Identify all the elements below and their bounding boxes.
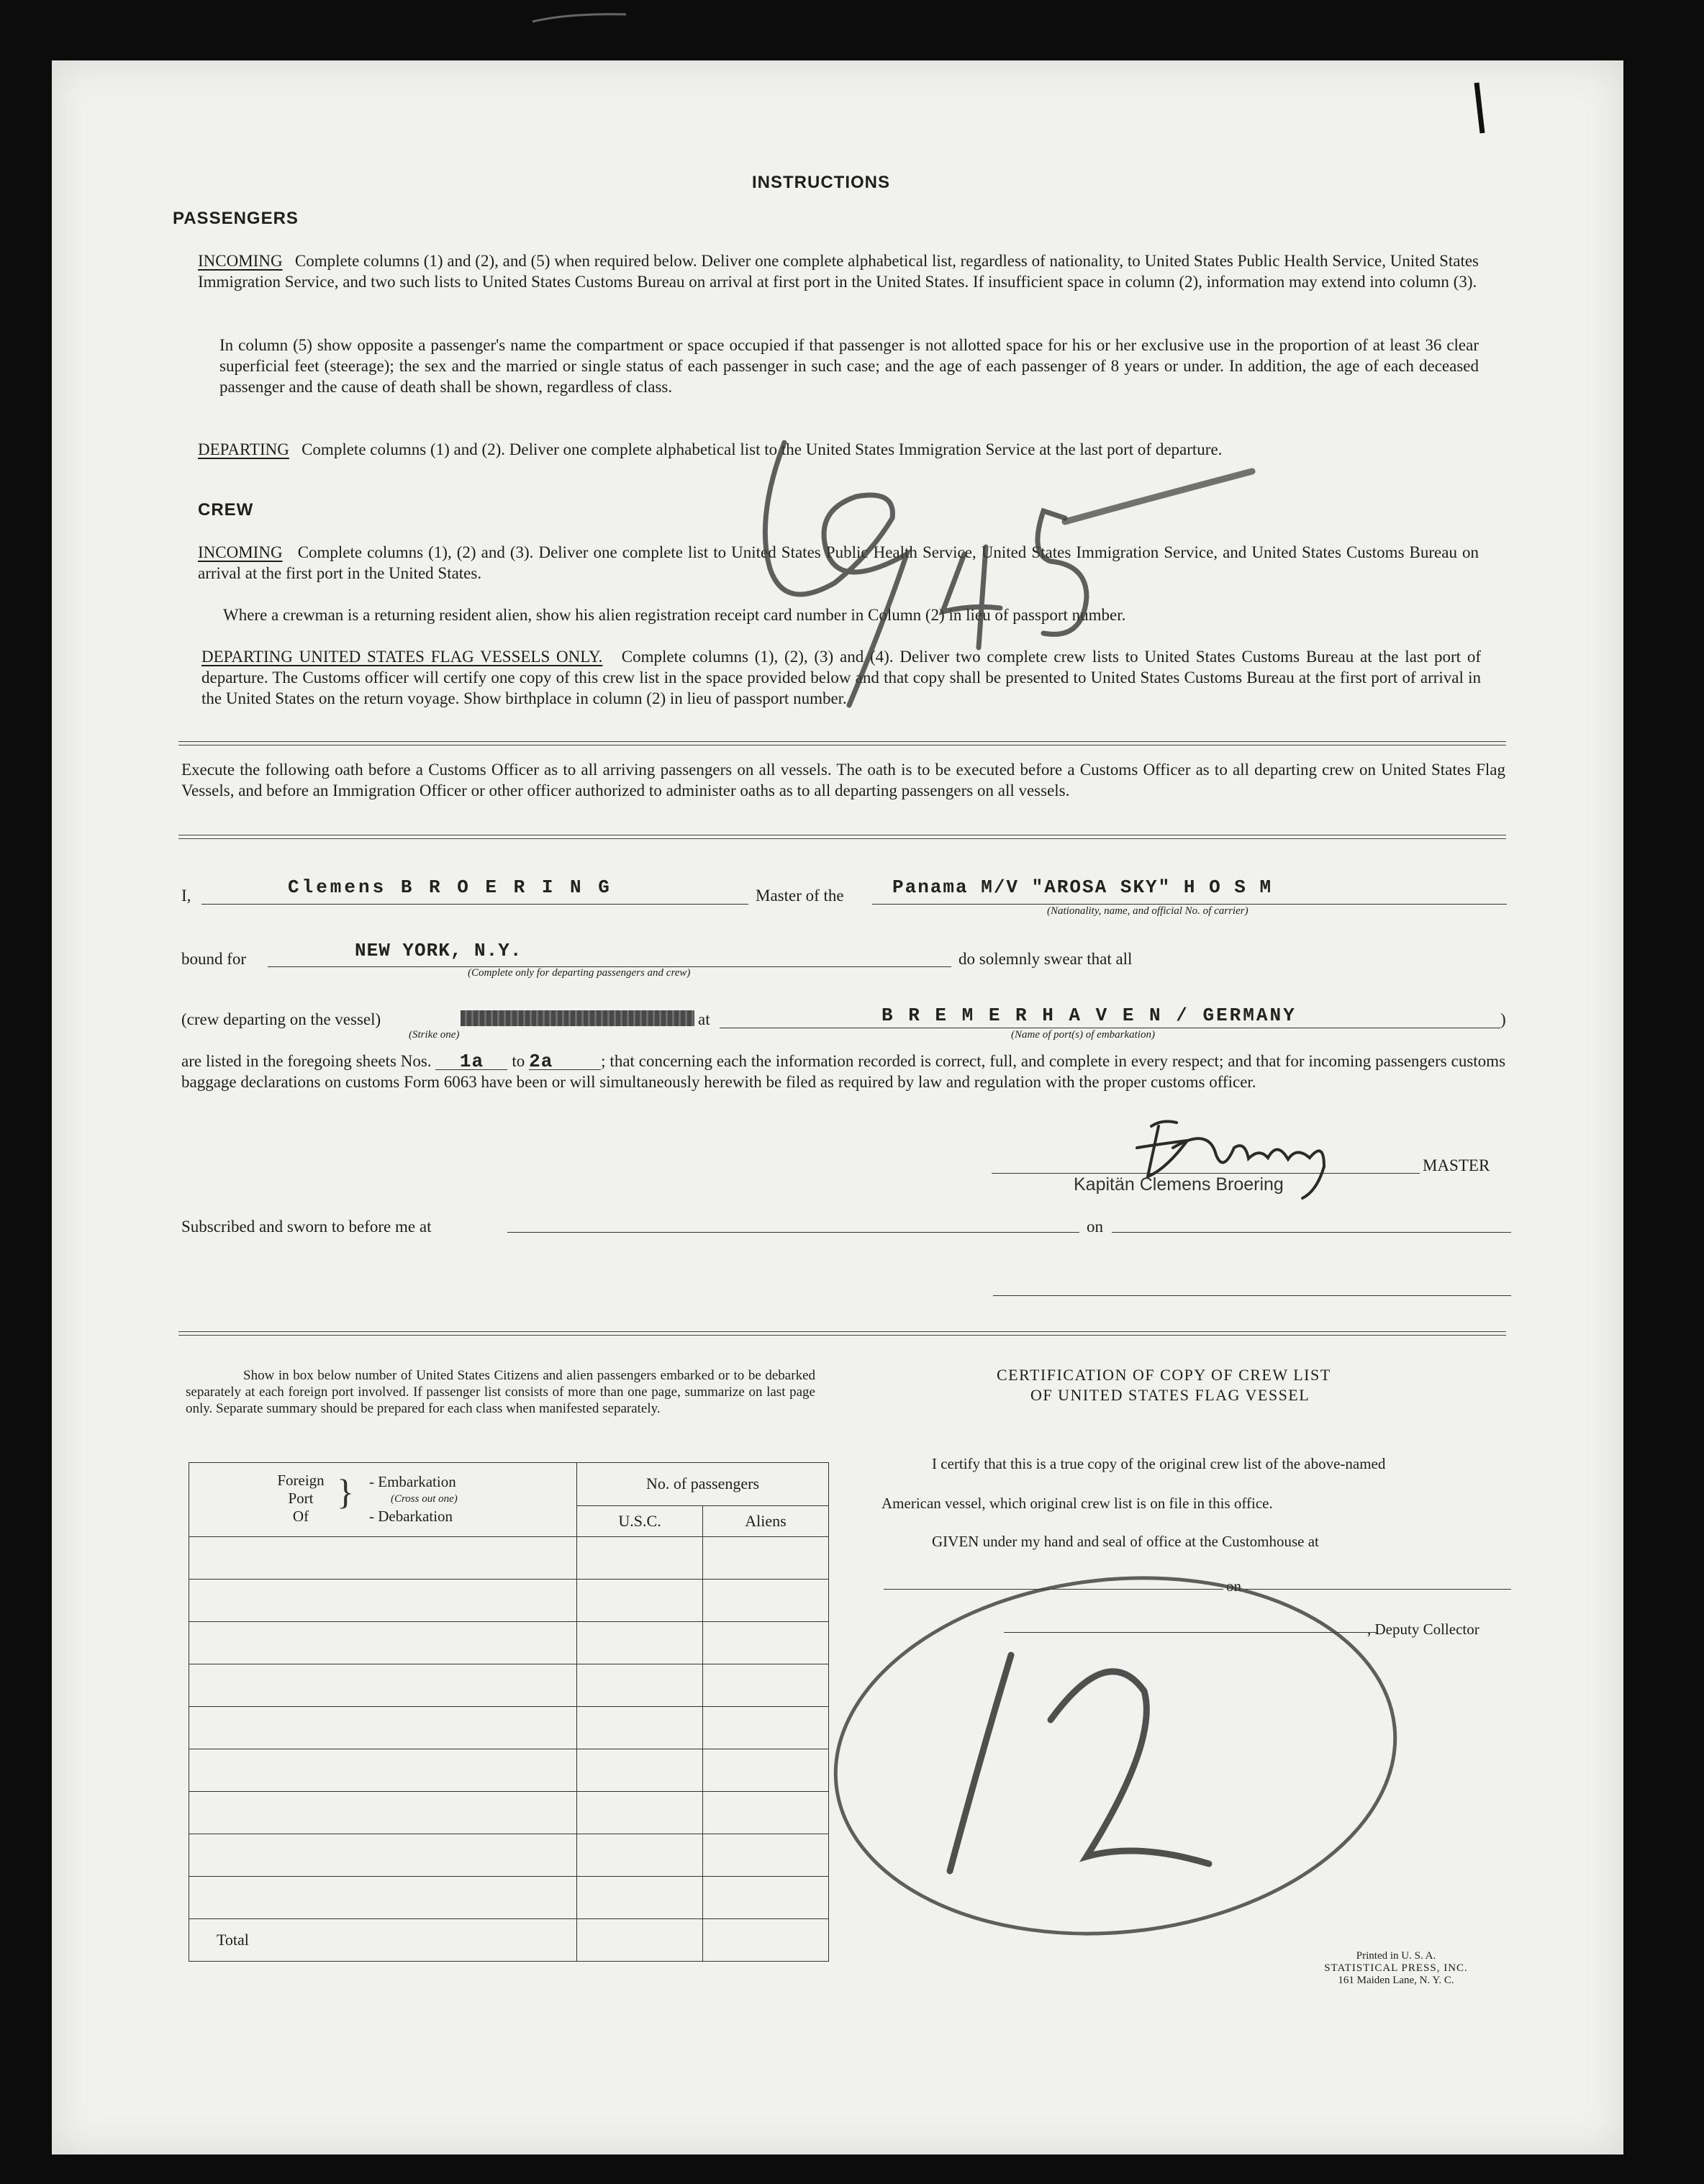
- usc-cell[interactable]: [577, 1707, 703, 1749]
- divider-top: [178, 741, 1506, 746]
- crew-incoming-label: INCOMING: [198, 543, 283, 561]
- vessel-caption: (Nationality, name, and official No. of carrier): [1047, 905, 1248, 917]
- divider-bottom: [178, 1331, 1506, 1336]
- master-name-line: [201, 904, 748, 905]
- usc-header: U.S.C.: [577, 1505, 703, 1536]
- master-label: MASTER: [1423, 1156, 1490, 1174]
- of-label: Of: [292, 1508, 309, 1525]
- oath-intro: Execute the following oath before a Customs Officer as to all arriving passengers on all vessels. The oath is to be executed before a Customs Officer as to all departing crew on United States Flag Vessels, and before an Immigration Officer or other officer authorized to administer oaths as to all departing passengers on all vessels.: [181, 761, 1505, 799]
- aliens-cell[interactable]: [703, 1792, 829, 1834]
- port-cell[interactable]: [189, 1834, 577, 1877]
- usc-cell[interactable]: [577, 1877, 703, 1919]
- table-row: [189, 1580, 829, 1622]
- passengers-departing-text: Complete columns (1) and (2). Deliver one complete alphabetical list to the United States Immigration Service at the last port of departure.: [302, 440, 1223, 458]
- subscribed-on-label: on: [1087, 1218, 1103, 1236]
- usc-total-cell[interactable]: [577, 1919, 703, 1962]
- certification-title-1: CERTIFICATION OF COPY OF CREW LIST: [997, 1366, 1331, 1384]
- subscribed-label: Subscribed and sworn to before me at: [181, 1218, 432, 1236]
- master-of-label: Master of the: [756, 887, 844, 905]
- listed-rest: ; that concerning each the information recorded is correct, full, and complete in every respect; and that for incoming passengers customs baggage declarations on customs Form 6063 have been or will simultaneously herewith be filed as required by law and regulation with the proper customs officer.: [181, 1052, 1506, 1091]
- port-cell[interactable]: [189, 1877, 577, 1919]
- port-close-paren: ): [1500, 1010, 1506, 1028]
- port-field: B R E M E R H A V E N / GERMANY: [882, 1005, 1297, 1026]
- oath-i-label: I,: [181, 887, 191, 905]
- no-of-passengers-header: No. of passengers: [577, 1463, 829, 1506]
- total-label: Total: [189, 1919, 577, 1962]
- usc-cell[interactable]: [577, 1664, 703, 1707]
- aliens-cell[interactable]: [703, 1580, 829, 1622]
- sheet-from-field: 1a: [435, 1054, 507, 1070]
- printer-line-1: Printed in U. S. A.: [1356, 1950, 1436, 1962]
- port-cell[interactable]: [189, 1664, 577, 1707]
- struck-out-text: [461, 1010, 694, 1026]
- aliens-cell[interactable]: [703, 1877, 829, 1919]
- crew-incoming-text: Complete columns (1), (2) and (3). Deliver one complete list to United States Public Health Service, United States Immigration Service, and United States Customs Bureau on arrival at the first port in the United States.: [198, 543, 1479, 582]
- master-stamp: Kapitän Clemens Broering: [1074, 1174, 1284, 1195]
- subscribed-place-line: [507, 1232, 1079, 1233]
- at-label: at: [698, 1010, 710, 1028]
- bound-for-caption: (Complete only for departing passengers and crew): [468, 967, 691, 979]
- aliens-cell[interactable]: [703, 1749, 829, 1792]
- instructions-heading: INSTRUCTIONS: [752, 173, 890, 192]
- listed-label: are listed in the foregoing sheets Nos.: [181, 1052, 432, 1070]
- port-cell[interactable]: [189, 1622, 577, 1664]
- aliens-header: Aliens: [703, 1505, 829, 1536]
- port-caption: (Name of port(s) of embarkation): [1011, 1029, 1155, 1041]
- port-cell[interactable]: [189, 1537, 577, 1580]
- given-text: GIVEN under my hand and seal of office at the Customhouse at: [932, 1533, 1319, 1550]
- american-text: American vessel, which original crew list is on file in this office.: [882, 1495, 1273, 1512]
- passengers-departing-label: DEPARTING: [198, 440, 289, 458]
- printer-imprint: [1302, 1950, 1490, 1987]
- usc-cell[interactable]: [577, 1834, 703, 1877]
- crew-resident-paragraph: Where a crewman is a returning resident alien, show his alien registration receipt card number in Column (2) in lieu of passport number.: [223, 606, 1126, 624]
- subscribed-date-line: [1112, 1232, 1511, 1233]
- aliens-cell[interactable]: [703, 1707, 829, 1749]
- officer-signature-line: [993, 1295, 1511, 1296]
- passengers-incoming-paragraph: [198, 250, 1479, 292]
- aliens-cell[interactable]: [703, 1537, 829, 1580]
- passengers-departing-paragraph: [198, 439, 1479, 460]
- passengers-incoming-label: INCOMING: [198, 252, 283, 270]
- port-cell[interactable]: [189, 1580, 577, 1622]
- crew-departing-label: DEPARTING UNITED STATES FLAG VESSELS ONLY.: [201, 648, 603, 666]
- master-name-field: Clemens B R O E R I N G: [288, 876, 612, 898]
- crew-departing-paragraph: [201, 646, 1481, 709]
- foreign-port-header: [189, 1463, 577, 1537]
- brace: }: [337, 1472, 354, 1512]
- debarkation-label: - Debarkation: [369, 1508, 453, 1525]
- printer-line-3: 161 Maiden Lane, N. Y. C.: [1338, 1975, 1454, 1986]
- vessel-line: [872, 904, 1507, 905]
- bound-for-label: bound for: [181, 950, 247, 968]
- vessel-field: Panama M/V "AROSA SKY" H O S M: [892, 876, 1273, 898]
- table-row: [189, 1834, 829, 1877]
- strike-caption: (Strike one): [409, 1029, 460, 1041]
- port-cell[interactable]: [189, 1707, 577, 1749]
- printer-line-2: STATISTICAL PRESS, INC.: [1324, 1962, 1468, 1974]
- crew-heading: CREW: [198, 500, 254, 520]
- passengers-heading: PASSENGERS: [173, 209, 299, 228]
- swear-label: do solemnly swear that all: [958, 950, 1133, 968]
- table-row: [189, 1537, 829, 1580]
- usc-cell[interactable]: [577, 1749, 703, 1792]
- certification-title-2: OF UNITED STATES FLAG VESSEL: [1030, 1386, 1310, 1404]
- usc-cell[interactable]: [577, 1792, 703, 1834]
- embarkation-label: - Embarkation: [369, 1473, 456, 1490]
- passenger-summary-table: [189, 1462, 829, 1962]
- customhouse-line: [884, 1589, 1511, 1590]
- table-row: [189, 1749, 829, 1792]
- bound-for-field: NEW YORK, N.Y.: [355, 940, 522, 961]
- oath-listed-paragraph: [181, 1051, 1505, 1092]
- cert-on-label: on: [1223, 1576, 1244, 1597]
- deputy-signature-line: [1004, 1632, 1378, 1633]
- crew-departing-label: (crew departing on the vessel): [181, 1010, 381, 1028]
- to-label: to: [512, 1052, 525, 1070]
- port-label: Port: [288, 1490, 314, 1507]
- passengers-incoming-text: Complete columns (1) and (2), and (5) when required below. Deliver one complete alphabetical list, regardless of nationality, to United States Public Health Service, United States Immigration Service, and two such lists to United States Customs Bureau on arrival at first port in the United States. If insufficient space in column (2), information may extend into column (3).: [198, 252, 1479, 291]
- aliens-cell[interactable]: [703, 1664, 829, 1707]
- table-row: [189, 1707, 829, 1749]
- table-row: [189, 1622, 829, 1664]
- aliens-cell[interactable]: [703, 1622, 829, 1664]
- port-cell[interactable]: [189, 1749, 577, 1792]
- sheet-to-field: 2a: [529, 1054, 601, 1070]
- foreign-label: Foreign: [277, 1472, 325, 1489]
- table-row: [189, 1792, 829, 1834]
- crew-departing-text: Complete columns (1), (2), (3) and (4). Deliver two complete crew lists to United States Customs Bureau at the last port of departure. The Customs officer will certify one copy of this crew list in the space provided below and that copy shall be presented to United States Customs Bureau at the first port of arrival in the United States on the return voyage. Show birthplace in column (2) in lieu of passport number.: [201, 648, 1481, 707]
- aliens-cell[interactable]: [703, 1834, 829, 1877]
- aliens-total-cell[interactable]: [703, 1919, 829, 1962]
- passengers-column5-paragraph: In column (5) show opposite a passenger's name the compartment or space occupied if that passenger is not allotted space for his or her exclusive use in the proportion of at least 36 clear superficial feet (steerage); the sex and the married or single status of each passenger in such case; and the age of each passenger of 8 years or under. In addition, the age of each deceased passenger and the cause of death shall be shown, regardless of class.: [219, 336, 1479, 396]
- crew-incoming-paragraph: [198, 542, 1479, 584]
- table-row: [189, 1664, 829, 1707]
- certify-text: I certify that this is a true copy of the original crew list of the above-named: [932, 1455, 1386, 1472]
- usc-cell[interactable]: [577, 1622, 703, 1664]
- usc-cell[interactable]: [577, 1537, 703, 1580]
- master-signature-line: [992, 1173, 1420, 1174]
- port-cell[interactable]: [189, 1792, 577, 1834]
- cross-out-label: (Cross out one): [391, 1493, 458, 1505]
- table-row: [189, 1877, 829, 1919]
- summary-intro: Show in box below number of United States Citizens and alien passengers embarked or to be debarked separately at each foreign port involved. If passenger list consists of more than one page, summarize on last page only. Separate summary should be prepared for each class when manifested separately.: [186, 1368, 815, 1416]
- deputy-collector-label: , Deputy Collector: [1367, 1621, 1479, 1638]
- total-row: [189, 1919, 829, 1962]
- usc-cell[interactable]: [577, 1580, 703, 1622]
- divider-oath: [178, 835, 1506, 839]
